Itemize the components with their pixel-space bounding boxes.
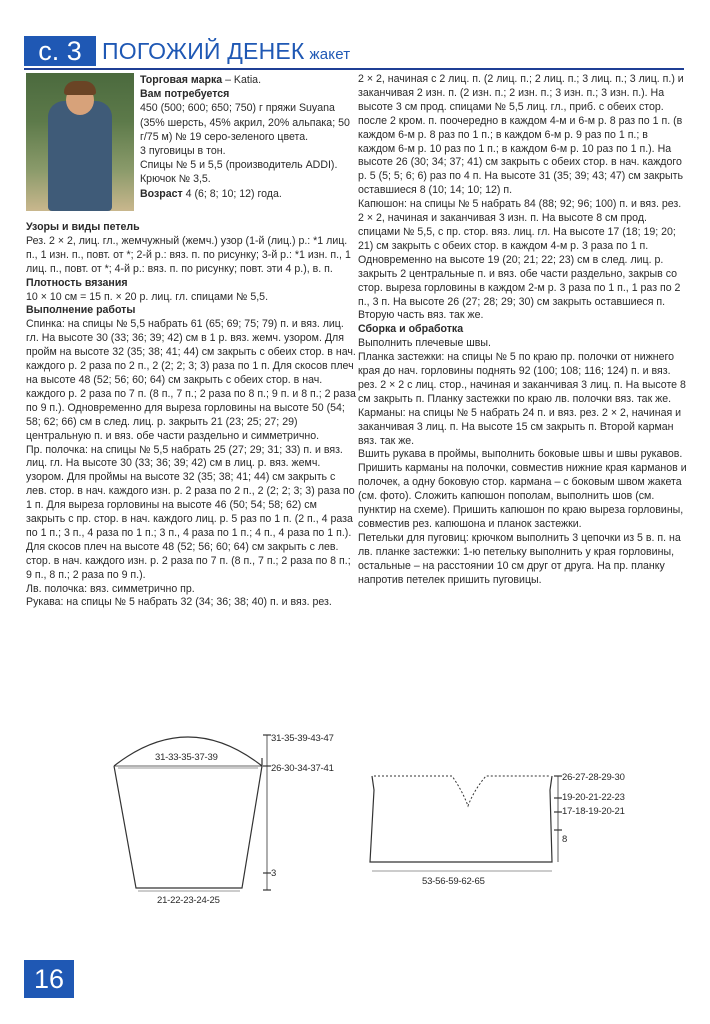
needles-text: Спицы № 5 и 5,5 (производитель ADDI).: [140, 159, 338, 172]
brand-label: Торговая марка: [140, 74, 223, 86]
need-label: Вам потребуется: [140, 88, 230, 101]
age-label: Возраст: [140, 187, 183, 200]
pockets-text: Карманы: на спицы № 5 набрать 24 п. и вяз. рез. 2 × 2, начиная и заканчивая 3 лиц. п. На высоте 15 см закрыть п. Второй карман вяз. так же.: [358, 406, 682, 447]
sleeves-text: Рукава: на спицы № 5 набрать 32 (34; 36; 38; 40) п. и вяз. рез.: [26, 596, 332, 609]
sleeve-cuff-height-label: 3: [271, 868, 277, 879]
hook-text: Крючок № 3,5.: [140, 173, 211, 186]
hood-rib-height-label: 8: [562, 834, 568, 845]
button-loops-text: Петельки для пуговиц: крючком выполнить 3 цепочки из 5 в. п. на лв. планке застежки: 1-ю петельку выполнить у края горловины, остальные – на расстоянии 10 см друг от друга. На пр. планку напротив петелек пришить пуговицы.: [358, 531, 681, 586]
yarn-text: 450 (500; 600; 650; 750) г пряжи Suyana (35% шерсть, 45% акрил, 20% альпака; 50 г/75 м) № 19 серо-зеленого цвета.: [140, 102, 350, 143]
density-text: 10 × 10 см = 15 п. × 20 р. лиц. гл. спицами № 5,5.: [26, 290, 269, 303]
hood-split-height-label: 19-20-21-22-23: [562, 792, 625, 803]
sleeves-cont-text: 2 × 2, начиная с 2 лиц. п. (2 лиц. п.; 2 лиц. п.; 3 лиц. п.; 3 лиц. п.) и заканчивая 2 изн. п. (2 изн. п.; 2 изн. п.; 3 изн. п.; 3 изн. п.). На высоте 3 см прод. спицами № 5,5 лиц. гл., приб. с обеих стор. после 2 кром. п. поочередно в каждом 4-м и 6-м р. 8 раз по 1 п. (в каждом 6-м р. 8 раз по 1 п.; в каждом 6-м р. 9 раз по 1 п.; в каждом 6-м р. 10 раз по 1 п.; в каждом 6-м р. 10 раз по 1 п.). На высоте 26 (30; 34; 37; 41) см закрыть с обеих стор. в нач. каждого р. 5 (5; 5; 6; 6) раз по 4 п. На высоте 31 (35; 39; 43; 47) см закрыть оставшиеся 8 (10; 14; 10; 12) п.: [358, 73, 684, 197]
work-heading: Выполнение работы: [26, 304, 136, 317]
hood-dashed-top: [374, 776, 550, 806]
hood-schematic: [370, 776, 562, 871]
finish-text: Вшить рукава в проймы, выполнить боковые швы и швы рукавов. Пришить карманы на полочки, совместив нижние края карманов и полочек, а одну боковую стор. кармана – с боковым швом жакета (см. фото). Сложить капюшон пополам, выполнить шов (см. пунктир на схеме). Пришить капюшон по краю выреза горловины, совместив рез. капюшона и планок застежки.: [358, 448, 687, 530]
assembly-heading: Сборка и обработка: [358, 323, 464, 336]
hood-total-height-label: 26-27-28-29-30: [562, 772, 625, 783]
sleeve-total-height-label: 31-35-39-43-47: [271, 733, 334, 744]
left-front-text: Лв. полочка: вяз. симметрично пр.: [26, 582, 195, 595]
hood-width-label: 53-56-59-62-65: [422, 876, 485, 887]
assembly-text: Выполнить плечевые швы.: [358, 337, 491, 350]
patterns-text: Рез. 2 × 2, лиц. гл., жемчужный (жемч.) узор (1-й (лиц.) р.: *1 лиц. п., 1 изн. п., повт. от *; 2-й р.: вяз. п. по рисунку; 3-й р.: *1 изн. п., 1 лиц. п., повт. от *; 4-й р.: вяз. п. по рисунку; повт. эти 4 р.), в. п.: [26, 234, 351, 275]
title-main: ПОГОЖИЙ ДЕНЕК: [102, 38, 305, 64]
brand-value: – Katia.: [222, 74, 262, 86]
density-heading: Плотность вязания: [26, 276, 128, 289]
placket-text: Планка застежки: на спицы № 5 по краю пр. полочки от нижнего края до нач. горловины поднять 92 (100; 108; 116; 124) п. и вяз. рез. 2 × 2 с лиц. стор., начиная и заканчивая 3 лиц. п. На высоте 8 см закрыть п. Планку застежки по краю лв. полочки вяз. так же.: [358, 351, 686, 405]
sleeve-top-width-label: 31-33-35-37-39: [155, 752, 218, 763]
page-number: 16: [24, 960, 74, 998]
hood-outline: [370, 776, 552, 862]
buttons-text: 3 пуговицы в тон.: [140, 145, 226, 158]
back-text: Спинка: на спицы № 5,5 набрать 61 (65; 69; 75; 79) п. и вяз. лиц. гл. На высоте 30 (33; 36; 39; 42) см в 1 р. вяз. жемч. узором. Для пройм на высоте 32 (35; 38; 41; 44) см закрыть с обеих стор. в нач. каждого р. 2 раза по 2 п., 2 (2; 2; 3; 3) раза по 1 п. Для скосов плеч на высоте 48 (52; 56; 60; 64) см закрыть с обеих стор. в нач. каждого р. 2 раза по 7 п. (8 п., 7 п.; 2 раза по 8 п.; 9 п. и 8 п.; 2 раза по 9 п.). Одновременно для выреза горловины на высоте 50 (54; 58; 62; 66) см в след. лиц. р. закрыть 21 (23; 25; 27; 29) центральную п. и вяз. обе части раздельно и симметрично.: [26, 318, 356, 442]
section-number: с. 3: [24, 36, 96, 66]
sleeve-cap-height-label: 26-30-34-37-41: [271, 763, 334, 774]
patterns-heading: Узоры и виды петель: [26, 221, 140, 233]
sleeve-bottom-width-label: 21-22-23-24-25: [157, 895, 220, 906]
age-value: 4 (6; 8; 10; 12) года.: [182, 187, 282, 200]
hood-text: Капюшон: на спицы № 5 набрать 84 (88; 92; 96; 100) п. и вяз. рез. 2 × 2, начиная и заканчивая 3 изн. п. На высоте 8 см прод. спицами № 5,5, с пр. стор. вяз. лиц. гл. На высоте 17 (18; 19; 20; 21) см закрыть с обеих стор. в каждом 4-м р. 3 раза по 1 п. Одновременно на высоте 19 (20; 21; 22; 23) см в след. лиц. р. закрыть 2 центральные п. и вяз. обе части раздельно, закрыв со стор. выреза горловины в каждом 2-м р. 3 раза по 1 п., 1 раз по 2 п., 3 п. На высоте 26 (27; 28; 29; 30) см закрыть оставшиеся п. Вторую часть вяз. так же.: [358, 198, 682, 322]
hood-decrease-height-label: 17-18-19-20-21: [562, 806, 625, 817]
title-subtitle: жакет: [309, 46, 351, 63]
front-text: Пр. полочка: на спицы № 5,5 набрать 25 (27; 29; 31; 33) п. и вяз. лиц. гл. На высоте 30 (33; 36; 39; 42) см в лиц. р. вяз. жемч. узором. Для проймы на высоте 32 (35; 38; 41; 44) см закрыть с лев. стор. в нач. каждого изн. р. 2 раза по 2 п., 2 (2; 2; 3; 3) раза по 1 п. Для выреза горловины на высоте 46 (50; 54; 58; 62) см закрыть с пр. стор. в нач. каждого лиц. р. 5 раз по 1 п. (2 п., 4 раза по 1 п.; 3 п., 4 раза по 1 п.; 3 п., 4 раза по 1 п.; 4 п., 4 раза по 1 п.). Для скосов плеч на высоте 48 (52; 56; 60; 64) см закрыть с лев. стор. в нач. каждого изн. р. 2 раза по 7 п. (8 п., 7 п.; 2 раза по 8 п.; 9 п., 8 п.; 2 раза по 9 п.).: [26, 443, 355, 581]
